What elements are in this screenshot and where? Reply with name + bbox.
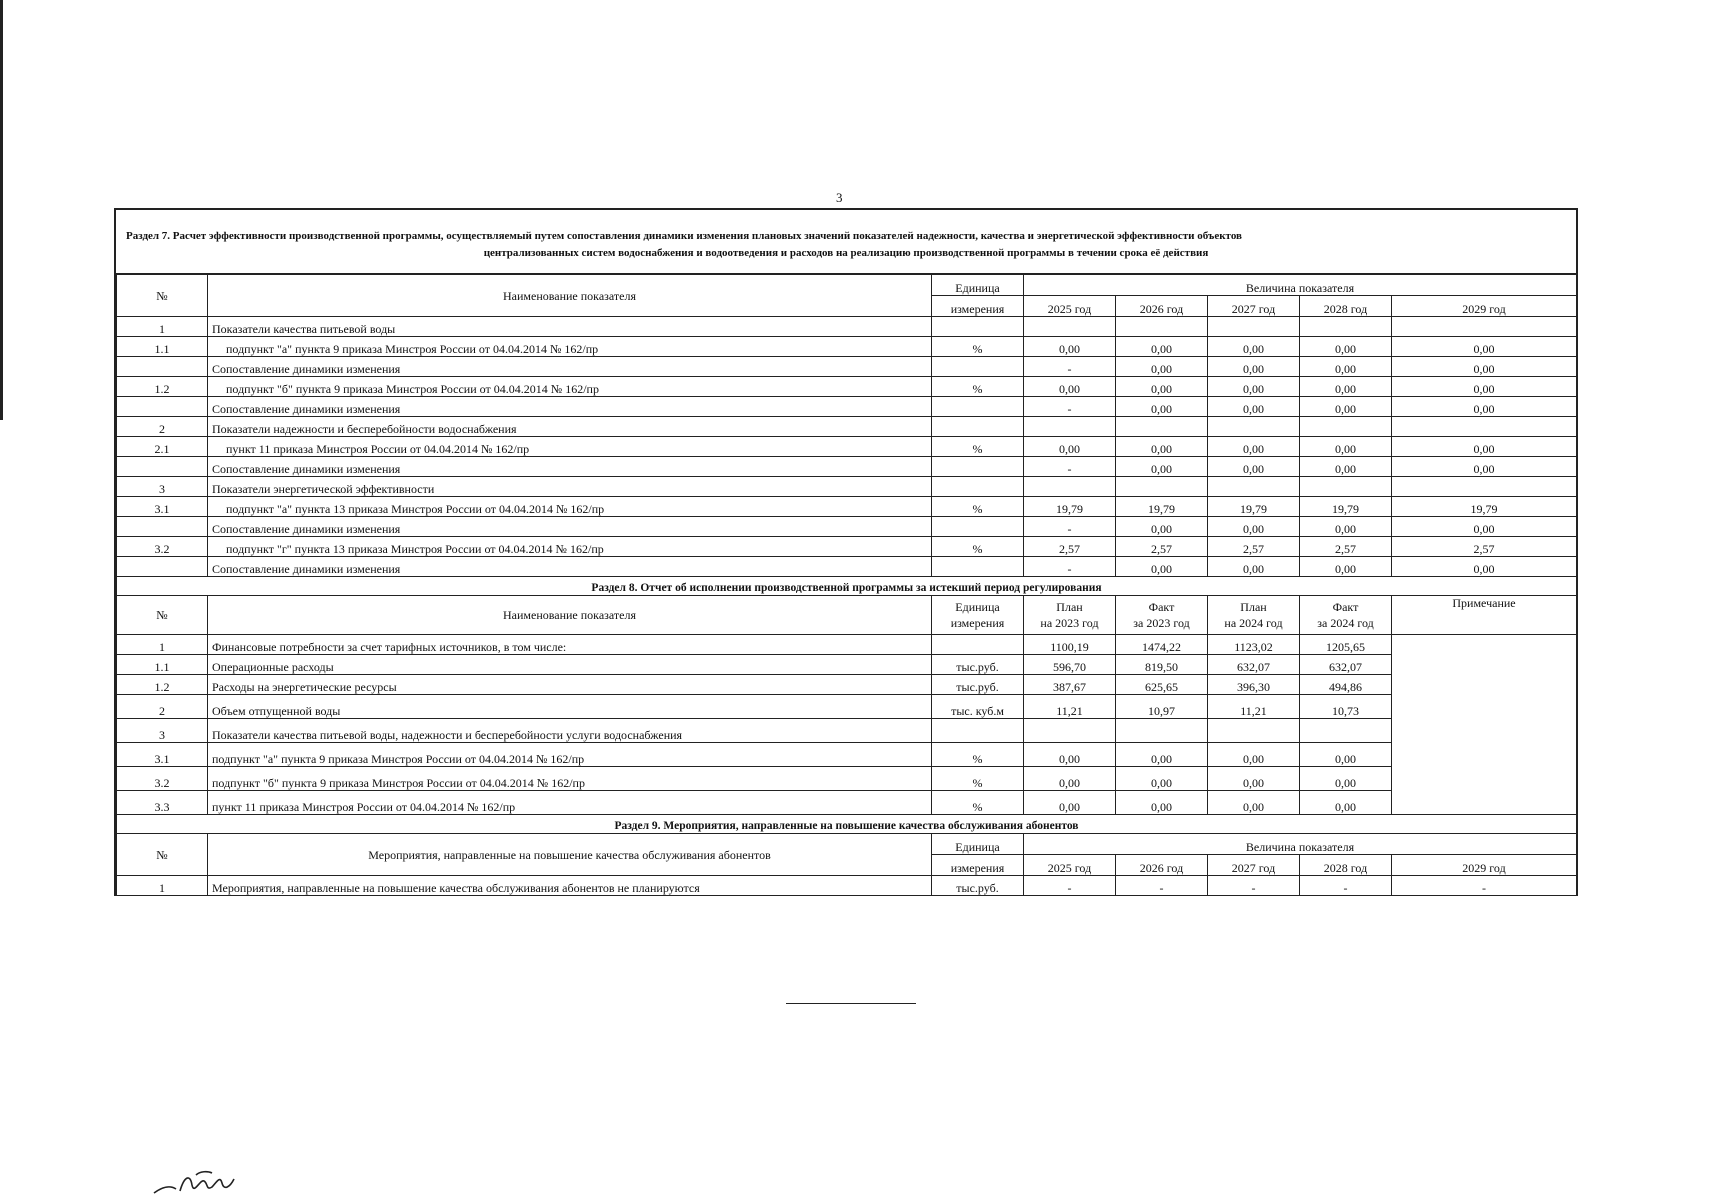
section9-title: Раздел 9. Мероприятия, направленные на повышение качества обслуживания абонентов bbox=[117, 815, 1577, 834]
document-frame bbox=[114, 208, 1578, 896]
row-name: Операционные расходы bbox=[208, 655, 932, 675]
s8-header-col-line2: на 2023 год bbox=[1040, 616, 1099, 630]
row-name: подпункт "б" пункта 9 приказа Минстроя России от 04.04.2014 № 162/пр bbox=[208, 377, 932, 397]
row-value: 596,70 bbox=[1024, 655, 1116, 675]
row-name: подпункт "а" пункта 13 приказа Минстроя России от 04.04.2014 № 162/пр bbox=[208, 497, 932, 517]
s9-header-unit-2: измерения bbox=[932, 855, 1024, 876]
row-value: 0,00 bbox=[1024, 437, 1116, 457]
row-value: 0,00 bbox=[1208, 791, 1300, 815]
row-name: Мероприятия, направленные на повышение качества обслуживания абонентов не планируются bbox=[208, 876, 932, 896]
row-value: 0,00 bbox=[1208, 767, 1300, 791]
row-value bbox=[1116, 417, 1208, 437]
row-value bbox=[1300, 719, 1392, 743]
row-value bbox=[1300, 417, 1392, 437]
row-value: 0,00 bbox=[1208, 377, 1300, 397]
row-value: - bbox=[1392, 876, 1577, 896]
row-unit bbox=[932, 557, 1024, 577]
row-value bbox=[1116, 719, 1208, 743]
row-value: 0,00 bbox=[1392, 357, 1577, 377]
s7-body bbox=[117, 317, 1577, 577]
row-num: 3.1 bbox=[117, 497, 208, 517]
row-unit: тыс.руб. bbox=[932, 655, 1024, 675]
row-value bbox=[1208, 317, 1300, 337]
s7-header-row-1 bbox=[117, 275, 1577, 296]
row-name: Показатели энергетической эффективности bbox=[208, 477, 932, 497]
row-name: пункт 11 приказа Минстроя России от 04.04.2014 № 162/пр bbox=[208, 791, 932, 815]
row-value bbox=[1300, 477, 1392, 497]
row-num bbox=[117, 557, 208, 577]
handwritten-signature bbox=[150, 1165, 260, 1199]
row-value: 19,79 bbox=[1300, 497, 1392, 517]
row-value: 0,00 bbox=[1392, 517, 1577, 537]
row-value: 0,00 bbox=[1392, 557, 1577, 577]
row-value: 0,00 bbox=[1208, 457, 1300, 477]
s9-header-row-1 bbox=[117, 834, 1577, 855]
page-number: 3 bbox=[836, 190, 843, 205]
row-unit bbox=[932, 357, 1024, 377]
s8-header-unit bbox=[932, 596, 1024, 635]
row-num: 3 bbox=[117, 719, 208, 743]
row-value bbox=[1392, 317, 1577, 337]
s8-header-col-line2: на 2024 год bbox=[1224, 616, 1283, 630]
row-value: 0,00 bbox=[1024, 791, 1116, 815]
row-name: Показатели качества питьевой воды bbox=[208, 317, 932, 337]
row-value: 0,00 bbox=[1116, 743, 1208, 767]
row-value: 19,79 bbox=[1024, 497, 1116, 517]
report-table bbox=[116, 274, 1577, 896]
row-value bbox=[1116, 477, 1208, 497]
s9-header-value-group: Величина показателя bbox=[1024, 834, 1577, 855]
row-value: 19,79 bbox=[1116, 497, 1208, 517]
row-value: 0,00 bbox=[1116, 517, 1208, 537]
row-value: 0,00 bbox=[1208, 397, 1300, 417]
table-row bbox=[117, 635, 1577, 655]
row-num: 3.2 bbox=[117, 767, 208, 791]
table-row bbox=[117, 675, 1577, 695]
row-value: 2,57 bbox=[1300, 537, 1392, 557]
table-row bbox=[117, 457, 1577, 477]
table-row bbox=[117, 791, 1577, 815]
row-value: 387,67 bbox=[1024, 675, 1116, 695]
row-name: Сопоставление динамики изменения bbox=[208, 457, 932, 477]
row-value: 0,00 bbox=[1392, 457, 1577, 477]
row-value: 0,00 bbox=[1116, 791, 1208, 815]
row-unit bbox=[932, 719, 1024, 743]
s9-header-name: Мероприятия, направленные на повышение качества обслуживания абонентов bbox=[208, 834, 932, 876]
row-value bbox=[1116, 317, 1208, 337]
row-value: 2,57 bbox=[1392, 537, 1577, 557]
row-name: Сопоставление динамики изменения bbox=[208, 557, 932, 577]
table-row bbox=[117, 767, 1577, 791]
row-unit: тыс. куб.м bbox=[932, 695, 1024, 719]
row-value: 0,00 bbox=[1116, 337, 1208, 357]
row-name: подпункт "б" пункта 9 приказа Минстроя России от 04.04.2014 № 162/пр bbox=[208, 767, 932, 791]
table-row bbox=[117, 377, 1577, 397]
row-value bbox=[1392, 417, 1577, 437]
row-value: 0,00 bbox=[1116, 437, 1208, 457]
row-unit: % bbox=[932, 791, 1024, 815]
row-value: - bbox=[1024, 517, 1116, 537]
row-value: 0,00 bbox=[1024, 337, 1116, 357]
row-unit bbox=[932, 417, 1024, 437]
row-name: Финансовые потребности за счет тарифных источников, в том числе: bbox=[208, 635, 932, 655]
row-num: 1.1 bbox=[117, 337, 208, 357]
row-value: 396,30 bbox=[1208, 675, 1300, 695]
row-num: 2.1 bbox=[117, 437, 208, 457]
row-value: 0,00 bbox=[1208, 517, 1300, 537]
row-value: 0,00 bbox=[1116, 557, 1208, 577]
row-value: 625,65 bbox=[1116, 675, 1208, 695]
scan-edge bbox=[0, 0, 3, 420]
row-num: 1.1 bbox=[117, 655, 208, 675]
s7-header-year: 2029 год bbox=[1392, 296, 1577, 317]
row-value: 0,00 bbox=[1300, 457, 1392, 477]
row-unit: % bbox=[932, 497, 1024, 517]
row-value: 0,00 bbox=[1116, 357, 1208, 377]
row-num bbox=[117, 517, 208, 537]
row-value: 0,00 bbox=[1300, 397, 1392, 417]
table-row bbox=[117, 557, 1577, 577]
row-name: Показатели надежности и бесперебойности водоснабжения bbox=[208, 417, 932, 437]
row-name: Сопоставление динамики изменения bbox=[208, 517, 932, 537]
row-num: 3.3 bbox=[117, 791, 208, 815]
row-value: 0,00 bbox=[1208, 337, 1300, 357]
row-value: 19,79 bbox=[1392, 497, 1577, 517]
s8-header-name: Наименование показателя bbox=[208, 596, 932, 635]
section7-title-line2: централизованных систем водоснабжения и водоотведения и расходов на реализацию производственной программы в течении срока её действия bbox=[483, 247, 1209, 259]
row-value: 0,00 bbox=[1300, 517, 1392, 537]
row-value: - bbox=[1116, 876, 1208, 896]
row-value bbox=[1392, 477, 1577, 497]
table-row bbox=[117, 397, 1577, 417]
row-value: - bbox=[1024, 876, 1116, 896]
table-row bbox=[117, 317, 1577, 337]
s8-header-unit-2: измерения bbox=[950, 616, 1005, 630]
s8-header-num: № bbox=[117, 596, 208, 635]
table-row bbox=[117, 337, 1577, 357]
s8-title-row bbox=[117, 577, 1577, 596]
s8-header-col bbox=[1208, 596, 1300, 635]
s8-body bbox=[117, 635, 1577, 815]
s7-header-unit-1: Единица bbox=[932, 275, 1024, 296]
table-row bbox=[117, 743, 1577, 767]
s8-header-col bbox=[1300, 596, 1392, 635]
row-unit: % bbox=[932, 537, 1024, 557]
row-num: 1 bbox=[117, 635, 208, 655]
row-unit bbox=[932, 457, 1024, 477]
table-row bbox=[117, 417, 1577, 437]
row-unit: тыс.руб. bbox=[932, 876, 1024, 896]
row-value: 11,21 bbox=[1024, 695, 1116, 719]
row-value bbox=[1024, 477, 1116, 497]
row-value: 11,21 bbox=[1208, 695, 1300, 719]
table-row bbox=[117, 497, 1577, 517]
row-value: - bbox=[1208, 876, 1300, 896]
row-num bbox=[117, 457, 208, 477]
s7-header-year: 2025 год bbox=[1024, 296, 1116, 317]
s8-header-note: Примечание bbox=[1392, 596, 1577, 635]
s8-header-col-line2: за 2024 год bbox=[1317, 616, 1374, 630]
s8-header-col-line2: за 2023 год bbox=[1133, 616, 1190, 630]
s8-header-unit-1: Единица bbox=[955, 600, 1000, 614]
row-unit: % bbox=[932, 337, 1024, 357]
row-value: 0,00 bbox=[1392, 377, 1577, 397]
s9-header-year: 2029 год bbox=[1392, 855, 1577, 876]
table-row bbox=[117, 517, 1577, 537]
section7-title bbox=[116, 210, 1576, 274]
row-value: - bbox=[1024, 397, 1116, 417]
row-value: 0,00 bbox=[1208, 357, 1300, 377]
s7-header-value-group: Величина показателя bbox=[1024, 275, 1577, 296]
row-num bbox=[117, 357, 208, 377]
row-value: 10,73 bbox=[1300, 695, 1392, 719]
s9-title-row bbox=[117, 815, 1577, 834]
row-value: 632,07 bbox=[1300, 655, 1392, 675]
row-value: 0,00 bbox=[1116, 397, 1208, 417]
row-value: 10,97 bbox=[1116, 695, 1208, 719]
row-name: подпункт "а" пункта 9 приказа Минстроя России от 04.04.2014 № 162/пр bbox=[208, 337, 932, 357]
row-num: 1.2 bbox=[117, 675, 208, 695]
row-value: 0,00 bbox=[1208, 437, 1300, 457]
row-value: 19,79 bbox=[1208, 497, 1300, 517]
row-unit bbox=[932, 517, 1024, 537]
s8-header-col-line1: План bbox=[1240, 600, 1267, 614]
row-num: 1 bbox=[117, 876, 208, 896]
row-value: - bbox=[1024, 457, 1116, 477]
row-value: 632,07 bbox=[1208, 655, 1300, 675]
table-row bbox=[117, 719, 1577, 743]
row-unit: % bbox=[932, 743, 1024, 767]
row-value: 2,57 bbox=[1208, 537, 1300, 557]
row-num: 2 bbox=[117, 417, 208, 437]
table-row bbox=[117, 876, 1577, 896]
s7-header-name: Наименование показателя bbox=[208, 275, 932, 317]
row-value: 0,00 bbox=[1300, 767, 1392, 791]
row-num: 1.2 bbox=[117, 377, 208, 397]
s7-header-year: 2026 год bbox=[1116, 296, 1208, 317]
s7-header-num: № bbox=[117, 275, 208, 317]
row-value bbox=[1300, 317, 1392, 337]
row-name: Сопоставление динамики изменения bbox=[208, 397, 932, 417]
row-value: 1123,02 bbox=[1208, 635, 1300, 655]
row-value: 0,00 bbox=[1300, 791, 1392, 815]
row-value: 2,57 bbox=[1024, 537, 1116, 557]
closing-rule bbox=[786, 1003, 916, 1004]
s9-header-year: 2025 год bbox=[1024, 855, 1116, 876]
s9-header-year: 2027 год bbox=[1208, 855, 1300, 876]
row-value: 0,00 bbox=[1392, 397, 1577, 417]
row-note bbox=[1392, 635, 1577, 815]
row-num: 2 bbox=[117, 695, 208, 719]
s9-header-year: 2026 год bbox=[1116, 855, 1208, 876]
row-value bbox=[1208, 477, 1300, 497]
row-value: 1474,22 bbox=[1116, 635, 1208, 655]
s8-header-col bbox=[1116, 596, 1208, 635]
row-num bbox=[117, 397, 208, 417]
row-num: 3.1 bbox=[117, 743, 208, 767]
s7-header-year: 2027 год bbox=[1208, 296, 1300, 317]
s7-header-unit-2: измерения bbox=[932, 296, 1024, 317]
row-num: 3 bbox=[117, 477, 208, 497]
table-row bbox=[117, 357, 1577, 377]
row-value: 0,00 bbox=[1300, 337, 1392, 357]
row-value bbox=[1208, 719, 1300, 743]
row-unit: % bbox=[932, 767, 1024, 791]
row-value: 0,00 bbox=[1208, 743, 1300, 767]
table-row bbox=[117, 695, 1577, 719]
row-num: 3.2 bbox=[117, 537, 208, 557]
row-value bbox=[1208, 417, 1300, 437]
s8-header-col-line1: Факт bbox=[1332, 600, 1359, 614]
row-unit bbox=[932, 397, 1024, 417]
row-value: 2,57 bbox=[1116, 537, 1208, 557]
row-value: 0,00 bbox=[1300, 357, 1392, 377]
row-value: - bbox=[1300, 876, 1392, 896]
row-value: 0,00 bbox=[1116, 767, 1208, 791]
table-row bbox=[117, 537, 1577, 557]
row-value: 0,00 bbox=[1024, 767, 1116, 791]
s9-body bbox=[117, 876, 1577, 896]
row-value: 0,00 bbox=[1392, 337, 1577, 357]
row-unit bbox=[932, 477, 1024, 497]
row-value: 1100,19 bbox=[1024, 635, 1116, 655]
s8-header-col-line1: План bbox=[1056, 600, 1083, 614]
row-name: Расходы на энергетические ресурсы bbox=[208, 675, 932, 695]
row-value: 0,00 bbox=[1024, 377, 1116, 397]
table-row bbox=[117, 655, 1577, 675]
row-value: 0,00 bbox=[1392, 437, 1577, 457]
s8-header-row bbox=[117, 596, 1577, 635]
section8-title: Раздел 8. Отчет об исполнении производственной программы за истекший период регулирования bbox=[117, 577, 1577, 596]
row-value: 0,00 bbox=[1300, 743, 1392, 767]
row-value: 0,00 bbox=[1300, 557, 1392, 577]
row-value: - bbox=[1024, 557, 1116, 577]
row-value: 1205,65 bbox=[1300, 635, 1392, 655]
row-value: 0,00 bbox=[1208, 557, 1300, 577]
row-name: пункт 11 приказа Минстроя России от 04.04.2014 № 162/пр bbox=[208, 437, 932, 457]
s8-header-col-line1: Факт bbox=[1148, 600, 1175, 614]
row-value bbox=[1024, 719, 1116, 743]
s9-header-unit-1: Единица bbox=[932, 834, 1024, 855]
section7-title-line1: Раздел 7. Расчет эффективности производственной программы, осуществляемый путем сопоставления динамики изменения плановых значений показателей надежности, качества и энергетической эффективности объектов bbox=[126, 230, 1242, 242]
table-row bbox=[117, 477, 1577, 497]
s9-header-year: 2028 год bbox=[1300, 855, 1392, 876]
row-value bbox=[1024, 417, 1116, 437]
row-value: 0,00 bbox=[1116, 377, 1208, 397]
row-name: подпункт "г" пункта 13 приказа Минстроя России от 04.04.2014 № 162/пр bbox=[208, 537, 932, 557]
row-unit bbox=[932, 635, 1024, 655]
s9-header-num: № bbox=[117, 834, 208, 876]
row-value: 819,50 bbox=[1116, 655, 1208, 675]
row-unit: % bbox=[932, 377, 1024, 397]
row-value bbox=[1024, 317, 1116, 337]
row-value: 0,00 bbox=[1300, 377, 1392, 397]
s7-header-year: 2028 год bbox=[1300, 296, 1392, 317]
row-value: 0,00 bbox=[1024, 743, 1116, 767]
s8-header-col bbox=[1024, 596, 1116, 635]
row-value: 0,00 bbox=[1116, 457, 1208, 477]
row-value: - bbox=[1024, 357, 1116, 377]
row-unit: % bbox=[932, 437, 1024, 457]
table-row bbox=[117, 437, 1577, 457]
row-name: Объем отпущенной воды bbox=[208, 695, 932, 719]
row-name: подпункт "а" пункта 9 приказа Минстроя России от 04.04.2014 № 162/пр bbox=[208, 743, 932, 767]
row-name: Показатели качества питьевой воды, надежности и бесперебойности услуги водоснабжения bbox=[208, 719, 932, 743]
row-value: 0,00 bbox=[1300, 437, 1392, 457]
row-unit bbox=[932, 317, 1024, 337]
row-value: 494,86 bbox=[1300, 675, 1392, 695]
row-num: 1 bbox=[117, 317, 208, 337]
row-unit: тыс.руб. bbox=[932, 675, 1024, 695]
row-name: Сопоставление динамики изменения bbox=[208, 357, 932, 377]
